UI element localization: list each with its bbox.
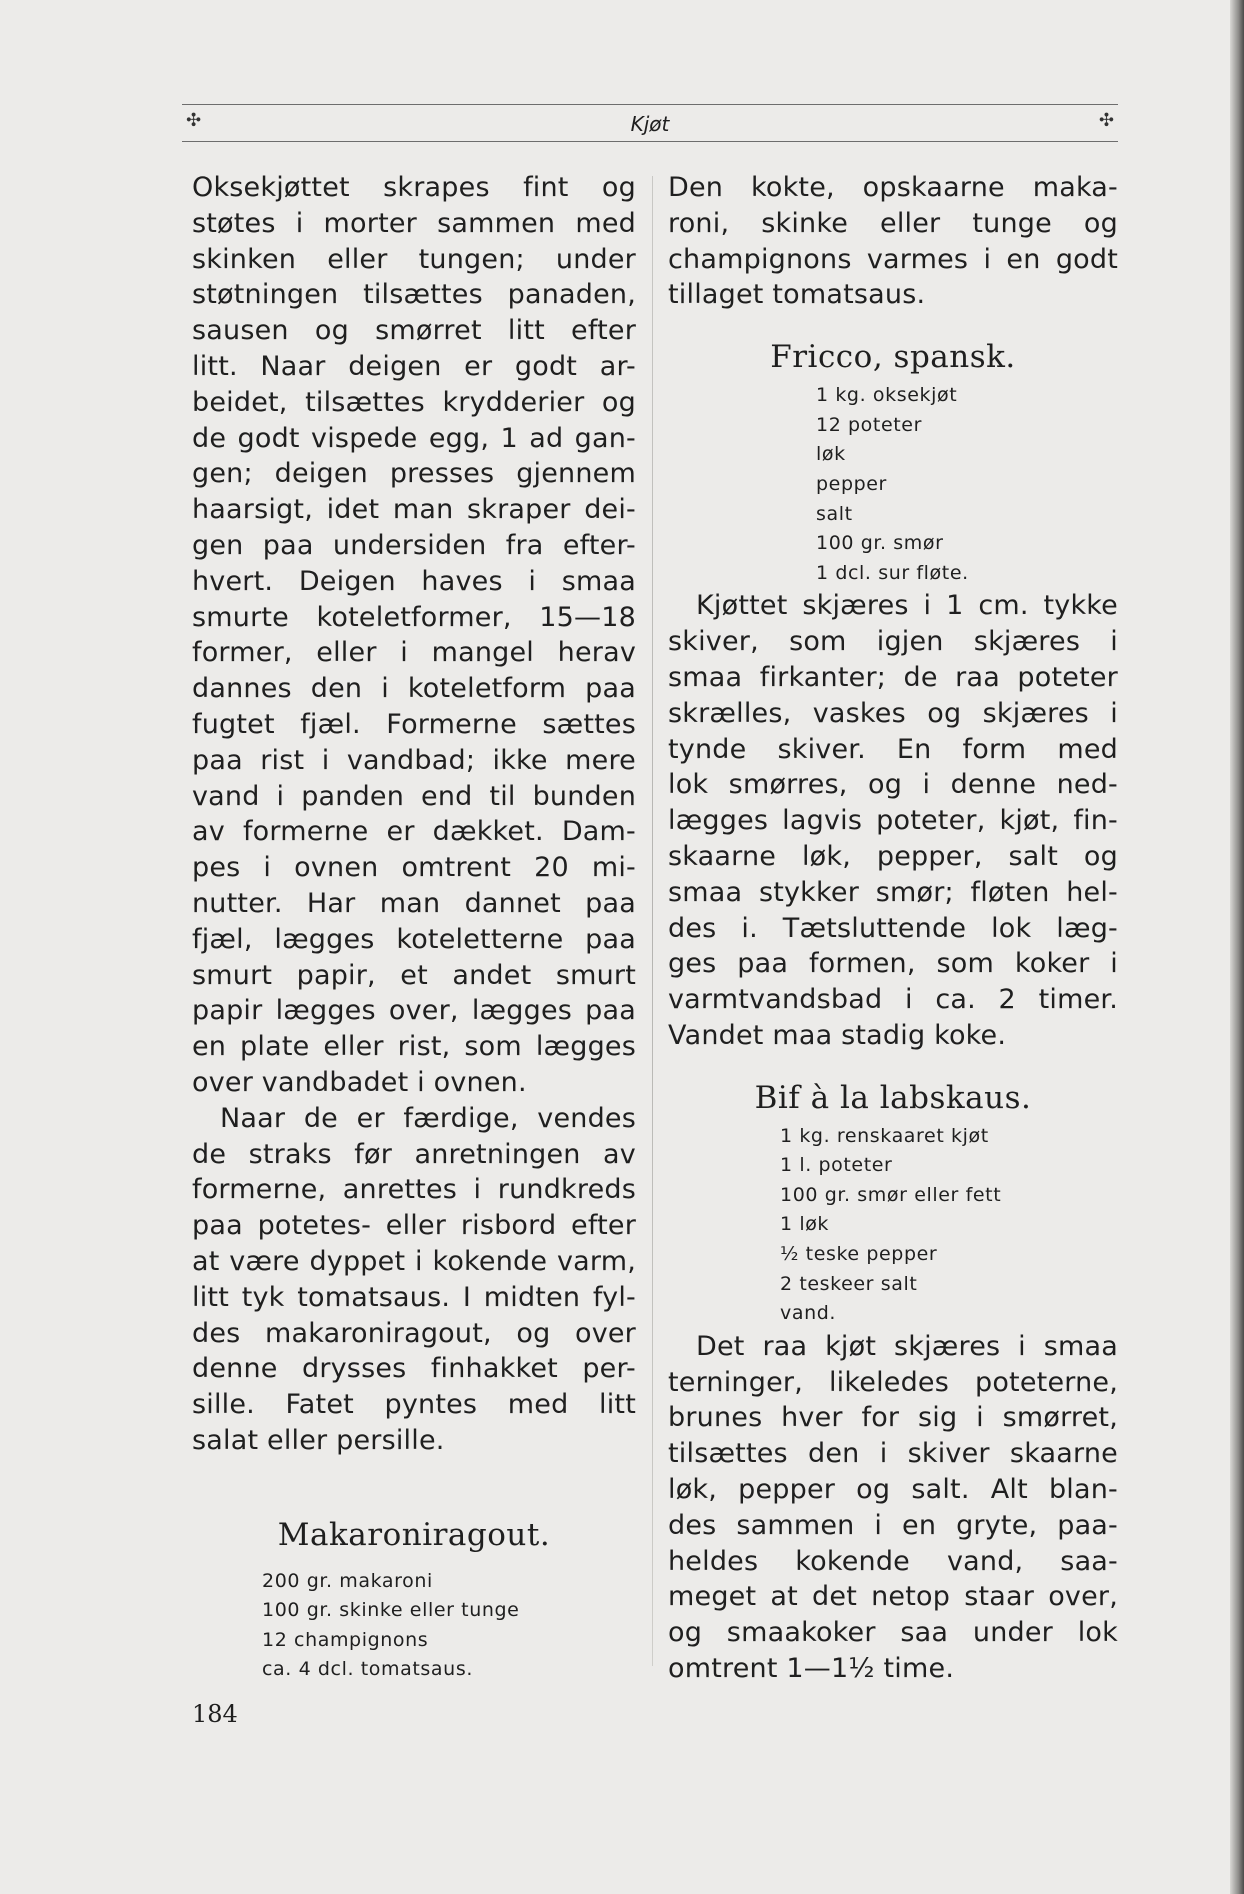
text-line: denne drysses finhakket per- [192,1353,636,1385]
text-line: pes i ovnen omtrent 20 mi- [192,852,636,884]
text-line: Den kokte, opskaarne maka- [668,172,1118,203]
ingredient-list [780,1122,1118,1329]
text-line: sille. Fatet pyntes med litt [192,1389,636,1421]
text-line: smurt papir, et andet smurt [192,959,636,991]
text-line: dannes den i koteletform paa [192,673,636,705]
text-line: des makaroniragout, og over [192,1317,636,1349]
body-paragraph [192,170,636,1101]
text-line: paa rist i vandbad; ikke mere [192,744,636,776]
text-line: salat eller persille. [192,1424,445,1456]
header-rule-bottom [182,141,1118,142]
ingredient-item: 12 champignons [262,1628,429,1651]
text-line: haarsigt, idet man skraper dei- [192,494,636,526]
text-line: beidet, tilsættes krydderier og [192,386,636,418]
text-line: varmtvandsbad i ca. 2 timer. [668,984,1118,1016]
ingredient-item: 1 l. poteter [780,1154,893,1177]
text-line: smaa firkanter; de raa poteter [668,661,1118,693]
text-line: roni, skinke eller tunge og [668,207,1118,239]
text-line: ges paa formen, som koker i [668,948,1118,980]
ingredient-item: 2 teskeer salt [780,1272,918,1295]
text-line: skrælles, vaskes og skjæres i [668,697,1118,729]
text-line: støtningen tilsættes panaden, [192,279,636,311]
text-line: smaa stykker smør; fløten hel- [668,876,1118,908]
text-line: Kjøttet skjæres i 1 cm. tykke [696,590,1118,622]
text-line: des i. Tætsluttende lok læg- [668,912,1118,944]
body-paragraph [696,588,1118,624]
ingredient-item: 12 poteter [816,413,922,436]
running-header-title: Kjøt [630,112,670,136]
text-line: Naar de er færdige, vendes [220,1102,636,1134]
ingredient-item: 1 dcl. sur fløte. [816,561,969,584]
ingredient-item: 100 gr. skinke eller tunge [262,1599,520,1622]
page-edge-shadow [1230,0,1244,1894]
text-line: gen; deigen presses gjennem [192,458,636,490]
text-line: Vandet maa stadig koke. [668,1019,1007,1051]
text-line: omtrent 1—1½ time. [668,1653,955,1685]
text-line: gen paa undersiden fra efter- [192,529,636,561]
text-line: over vandbadet i ovnen. [192,1066,527,1098]
text-line: lok smørres, og i denne ned- [668,769,1118,801]
ingredient-item: 1 løk [780,1213,830,1236]
recipe-heading: Fricco, spansk. [770,339,1016,376]
text-line: meget at det netop staar over, [668,1581,1118,1613]
text-line: champignons varmes i en godt [668,243,1118,275]
text-line: des sammen i en gryte, paa- [668,1509,1118,1541]
text-line: paa potetes- eller risbord efter [192,1210,636,1242]
ingredient-item: vand. [780,1302,837,1325]
left-column [192,170,636,1685]
text-line: støtes i morter sammen med [192,207,636,239]
ingredient-list [262,1567,636,1685]
ingredient-item: pepper [816,472,887,495]
text-line: fjæl, lægges koteletterne paa [192,923,636,955]
ingredient-item: 1 kg. oksekjøt [816,384,958,407]
text-line: litt. Naar deigen er godt ar- [192,350,636,382]
text-line: en plate eller rist, som lægges [192,1031,636,1063]
text-line: sausen og smørret litt efter [192,315,636,347]
text-line: tilsættes den i skiver skaarne [668,1438,1118,1470]
text-line: former, eller i mangel herav [192,637,636,669]
page-number: 184 [192,1700,238,1728]
body-paragraph-continued [668,1365,1118,1687]
text-line: og smaakoker saa under lok [668,1617,1118,1649]
text-line: Det raa kjøt skjæres i smaa [696,1330,1118,1362]
ingredient-item: 100 gr. smør eller fett [780,1183,1002,1206]
text-line: skiver, som igjen skjæres i [668,626,1118,658]
text-line: nutter. Har man dannet paa [192,887,636,919]
ornament-right-icon: ✣ [1098,110,1114,131]
ingredient-item: salt [816,502,853,525]
text-line: brunes hver for sig i smørret, [668,1402,1118,1434]
body-paragraph-continued [192,1137,636,1459]
text-line: skaarne løk, pepper, salt og [668,840,1118,872]
ingredient-item: 100 gr. smør [816,532,944,555]
body-paragraph [668,170,1118,313]
text-line: de godt vispede egg, 1 ad gan- [192,422,636,454]
right-column [668,170,1118,1687]
ingredient-list [816,381,1118,588]
column-divider [652,176,653,1666]
ingredient-item: løk [816,443,846,466]
recipe-heading: Bif à la labskaus. [754,1079,1032,1116]
text-line: at være dyppet i kokende varm, [192,1245,636,1277]
text-line: av formerne er dækket. Dam- [192,816,636,848]
text-line: Oksekjøttet skrapes fint og [192,172,636,203]
body-paragraph-continued [668,624,1118,1054]
text-line: tillaget tomatsaus. [668,279,926,311]
ingredient-item: 200 gr. makaroni [262,1569,433,1592]
text-line: tynde skiver. En form med [668,733,1118,765]
text-line: terninger, likeledes poteterne, [668,1366,1118,1398]
ornament-left-icon: ✣ [186,110,202,131]
text-line: fugtet fjæl. Formerne sættes [192,708,636,740]
text-line: løk, pepper og salt. Alt blan- [668,1474,1118,1506]
text-line: de straks før anretningen av [192,1138,636,1170]
text-line: skinken eller tungen; under [192,243,636,275]
text-line: smurte koteletformer, 15—18 [192,601,636,633]
ingredient-item: 1 kg. renskaaret kjøt [780,1124,989,1147]
ingredient-item: ca. 4 dcl. tomatsaus. [262,1658,473,1681]
text-line: heldes kokende vand, saa- [668,1545,1118,1577]
text-line: vand i panden end til bunden [192,780,636,812]
text-line: lægges lagvis poteter, kjøt, fin- [668,805,1118,837]
body-paragraph [696,1329,1118,1365]
header-rule-top [182,104,1118,105]
running-header [182,108,1118,136]
ingredient-item: ½ teske pepper [780,1243,938,1266]
recipe-heading: Makaroniragout. [277,1516,551,1553]
body-paragraph [220,1101,636,1137]
text-line: papir lægges over, lægges paa [192,995,636,1027]
text-line: formerne, anrettes i rundkreds [192,1174,636,1206]
text-line: hvert. Deigen haves i smaa [192,565,636,597]
text-line: litt tyk tomatsaus. I midten fyl- [192,1281,636,1313]
